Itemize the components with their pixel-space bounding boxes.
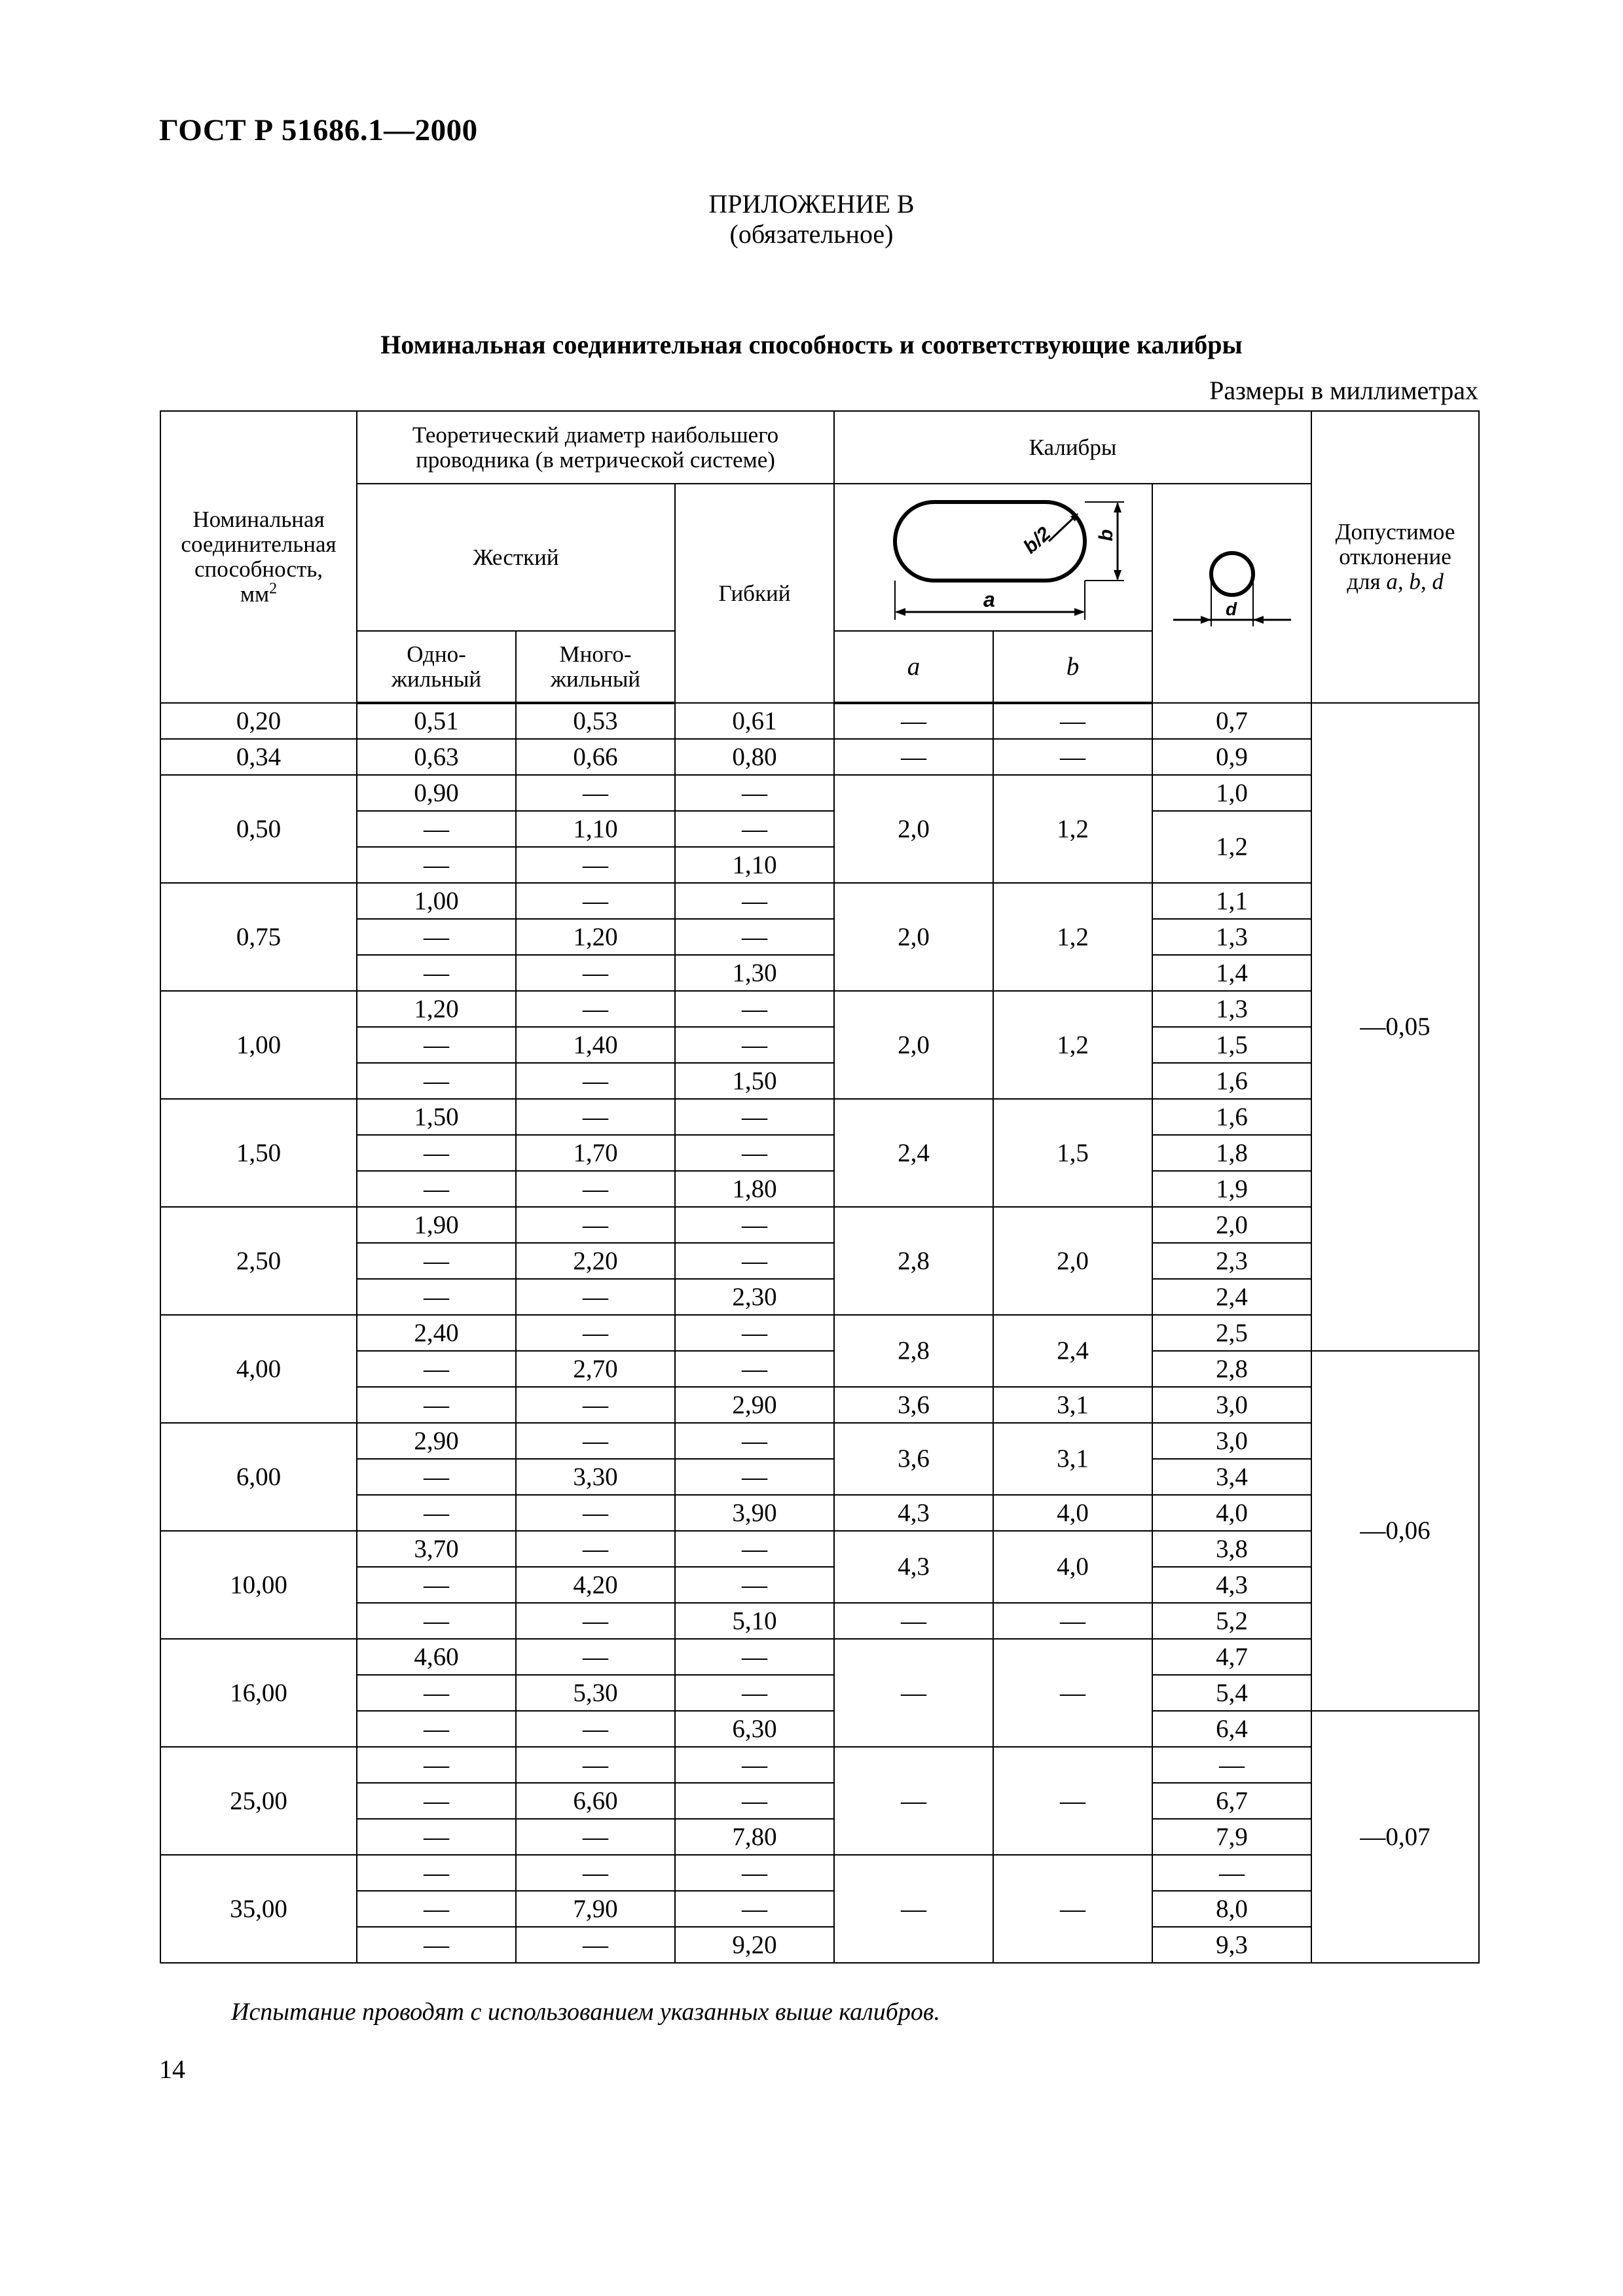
cell-multi-core: —: [516, 1423, 675, 1459]
cell-gauge-d: 1,5: [1152, 1027, 1311, 1063]
cell-gauge-a: 2,0: [834, 991, 993, 1099]
cell-gauge-a: —: [834, 1603, 993, 1639]
cell-multi-core: —: [516, 1171, 675, 1207]
cell-gauge-b: 4,0: [993, 1531, 1152, 1603]
header-nominal: Номинальная соединительная способность, $мм^2$: [160, 411, 357, 703]
cell-nominal: 10,00: [160, 1531, 357, 1639]
cell-single-core: —: [357, 1351, 516, 1387]
table-row: [160, 1315, 1479, 1351]
cell-single-core: 1,50: [357, 1099, 516, 1135]
cell-single-core: 1,20: [357, 991, 516, 1027]
cell-nominal: 0,20: [160, 703, 357, 739]
cell-multi-core: 1,40: [516, 1027, 675, 1063]
cell-gauge-b: 1,5: [993, 1099, 1152, 1207]
cell-single-core: —: [357, 1567, 516, 1603]
round-gauge-diagram: [1167, 538, 1298, 643]
table-row: [160, 1423, 1479, 1459]
cell-gauge-b: 1,2: [993, 883, 1152, 991]
cell-flexible: —: [675, 1207, 834, 1243]
cell-gauge-d: 3,8: [1152, 1531, 1311, 1567]
cell-nominal: 1,00: [160, 991, 357, 1099]
cell-gauge-a: —: [834, 1639, 993, 1747]
cell-flexible: —: [675, 1135, 834, 1171]
cell-single-core: 1,00: [357, 883, 516, 919]
cell-single-core: 0,90: [357, 775, 516, 811]
annex-type: (обязательное): [729, 219, 894, 249]
cell-single-core: —: [357, 1135, 516, 1171]
cell-multi-core: 5,30: [516, 1675, 675, 1711]
table-row: [160, 1819, 1479, 1855]
cell-multi-core: —: [516, 1531, 675, 1567]
cell-flexible: —: [675, 1315, 834, 1351]
gauge-table: [160, 410, 1480, 1964]
cell-gauge-b: 3,1: [993, 1387, 1152, 1423]
cell-gauge-b: 2,0: [993, 1207, 1152, 1315]
cell-multi-core: 3,30: [516, 1459, 675, 1495]
cell-nominal: 4,00: [160, 1315, 357, 1423]
cell-single-core: —: [357, 1171, 516, 1207]
cell-single-core: —: [357, 955, 516, 991]
cell-flexible: 0,61: [675, 703, 834, 739]
cell-single-core: —: [357, 1819, 516, 1855]
table-row: [160, 775, 1479, 811]
cell-single-core: —: [357, 811, 516, 847]
cell-single-core: —: [357, 1243, 516, 1279]
header-flexible: Гибкий: [675, 484, 834, 703]
cell-single-core: —: [357, 1747, 516, 1783]
cell-flexible: 1,10: [675, 847, 834, 883]
cell-gauge-b: —: [993, 1639, 1152, 1747]
table-row: [160, 1783, 1479, 1819]
cell-multi-core: —: [516, 1747, 675, 1783]
cell-gauge-d: 3,0: [1152, 1423, 1311, 1459]
cell-single-core: —: [357, 1855, 516, 1891]
cell-single-core: 2,40: [357, 1315, 516, 1351]
cell-gauge-d: 8,0: [1152, 1891, 1311, 1927]
cell-gauge-b: —: [993, 1855, 1152, 1963]
cell-gauge-d: 2,3: [1152, 1243, 1311, 1279]
cell-gauge-d: 5,2: [1152, 1603, 1311, 1639]
cell-flexible: —: [675, 1531, 834, 1567]
cell-flexible: —: [675, 811, 834, 847]
cell-gauge-d: 1,2: [1152, 811, 1311, 883]
cell-multi-core: —: [516, 1387, 675, 1423]
cell-flexible: —: [675, 991, 834, 1027]
cell-flexible: —: [675, 919, 834, 955]
cell-multi-core: —: [516, 775, 675, 811]
cell-flexible: —: [675, 1351, 834, 1387]
header-a: a: [834, 631, 993, 703]
cell-flexible: —: [675, 1243, 834, 1279]
cell-gauge-a: 2,8: [834, 1207, 993, 1315]
cell-flexible: 6,30: [675, 1711, 834, 1747]
table-row: [160, 1279, 1479, 1315]
table-row: [160, 1027, 1479, 1063]
cell-gauge-d: 4,3: [1152, 1567, 1311, 1603]
cell-single-core: —: [357, 847, 516, 883]
table-row: [160, 1711, 1479, 1747]
cell-gauge-d: 0,7: [1152, 703, 1311, 739]
cell-single-core: 3,70: [357, 1531, 516, 1567]
cell-single-core: 0,63: [357, 739, 516, 775]
header-b: b: [993, 631, 1152, 703]
units-caption: Размеры в миллиметрах: [1209, 376, 1478, 405]
cell-multi-core: —: [516, 1855, 675, 1891]
cell-gauge-d: 9,3: [1152, 1927, 1311, 1963]
cell-gauge-b: —: [993, 1747, 1152, 1855]
cell-multi-core: —: [516, 1711, 675, 1747]
cell-gauge-a: —: [834, 1747, 993, 1855]
cell-nominal: 0,50: [160, 775, 357, 883]
cell-gauge-b: —: [993, 739, 1152, 775]
cell-single-core: —: [357, 1711, 516, 1747]
header-gauges: Калибры: [834, 411, 1311, 484]
cell-nominal: 16,00: [160, 1639, 357, 1747]
cell-gauge-b: 3,1: [993, 1423, 1152, 1495]
cell-flexible: 3,90: [675, 1495, 834, 1531]
cell-flexible: 1,30: [675, 955, 834, 991]
cell-multi-core: —: [516, 1207, 675, 1243]
cell-gauge-d: 1,6: [1152, 1099, 1311, 1135]
cell-multi-core: —: [516, 1819, 675, 1855]
cell-multi-core: —: [516, 1927, 675, 1963]
cell-gauge-d: 6,7: [1152, 1783, 1311, 1819]
table-row: [160, 1063, 1479, 1099]
table-row: [160, 1855, 1479, 1891]
cell-gauge-a: 2,0: [834, 883, 993, 991]
cell-single-core: —: [357, 1783, 516, 1819]
table-row: [160, 1387, 1479, 1423]
cell-gauge-d: 1,1: [1152, 883, 1311, 919]
cell-nominal: 1,50: [160, 1099, 357, 1207]
cell-gauge-d: 0,9: [1152, 739, 1311, 775]
cell-gauge-a: 4,3: [834, 1531, 993, 1603]
cell-gauge-d: 4,0: [1152, 1495, 1311, 1531]
cell-multi-core: 2,70: [516, 1351, 675, 1387]
cell-multi-core: —: [516, 1279, 675, 1315]
cell-flexible: 2,30: [675, 1279, 834, 1315]
table-row: [160, 1639, 1479, 1675]
cell-gauge-a: 2,8: [834, 1315, 993, 1387]
table-row: [160, 1459, 1479, 1495]
slot-gauge-figure: [834, 484, 1152, 631]
cell-gauge-a: 3,6: [834, 1387, 993, 1423]
cell-flexible: —: [675, 775, 834, 811]
cell-flexible: —: [675, 1855, 834, 1891]
cell-flexible: —: [675, 1027, 834, 1063]
svg-text:d: d: [1225, 598, 1237, 619]
table-row: [160, 811, 1479, 847]
cell-single-core: 4,60: [357, 1639, 516, 1675]
cell-single-core: —: [357, 1063, 516, 1099]
table-row: [160, 991, 1479, 1027]
cell-flexible: —: [675, 1423, 834, 1459]
cell-gauge-a: —: [834, 739, 993, 775]
cell-multi-core: —: [516, 991, 675, 1027]
footnote: Испытание проводят с использованием указанных выше калибров.: [231, 1998, 940, 2026]
cell-multi-core: —: [516, 1315, 675, 1351]
cell-single-core: 1,90: [357, 1207, 516, 1243]
cell-single-core: —: [357, 1279, 516, 1315]
cell-tolerance: —0,05: [1311, 703, 1479, 1351]
cell-flexible: 0,80: [675, 739, 834, 775]
cell-flexible: —: [675, 1675, 834, 1711]
table-row: [160, 1603, 1479, 1639]
cell-gauge-d: 2,8: [1152, 1351, 1311, 1387]
table-row: [160, 1351, 1479, 1387]
cell-gauge-d: 2,5: [1152, 1315, 1311, 1351]
table-title: Номинальная соединительная способность и соответствующие калибры: [380, 330, 1243, 359]
cell-single-core: —: [357, 1891, 516, 1927]
cell-multi-core: 1,70: [516, 1135, 675, 1171]
cell-gauge-d: 6,4: [1152, 1711, 1311, 1747]
cell-nominal: 0,75: [160, 883, 357, 991]
cell-multi-core: 1,10: [516, 811, 675, 847]
cell-multi-core: —: [516, 1063, 675, 1099]
cell-nominal: 2,50: [160, 1207, 357, 1315]
cell-gauge-b: —: [993, 1603, 1152, 1639]
cell-gauge-d: 1,9: [1152, 1171, 1311, 1207]
table-row: [160, 703, 1479, 739]
cell-single-core: —: [357, 1927, 516, 1963]
slot-gauge-diagram: [849, 489, 1137, 620]
table-row: [160, 739, 1479, 775]
cell-gauge-d: 2,4: [1152, 1279, 1311, 1315]
svg-text:b: b: [1095, 529, 1117, 541]
cell-flexible: —: [675, 1783, 834, 1819]
table-row: [160, 1099, 1479, 1135]
cell-gauge-d: —: [1152, 1747, 1311, 1783]
cell-multi-core: 0,53: [516, 703, 675, 739]
cell-gauge-a: 2,4: [834, 1099, 993, 1207]
header-tolerance: Допустимое отклонение для a, b, d: [1311, 411, 1479, 703]
table-row: [160, 1171, 1479, 1207]
cell-single-core: 2,90: [357, 1423, 516, 1459]
table-row: [160, 1135, 1479, 1171]
cell-gauge-a: —: [834, 703, 993, 739]
cell-multi-core: 1,20: [516, 919, 675, 955]
cell-gauge-d: 5,4: [1152, 1675, 1311, 1711]
cell-flexible: —: [675, 883, 834, 919]
table-row: [160, 955, 1479, 991]
cell-multi-core: 0,66: [516, 739, 675, 775]
cell-gauge-b: 2,4: [993, 1315, 1152, 1387]
table-row: [160, 1495, 1479, 1531]
cell-gauge-d: 1,8: [1152, 1135, 1311, 1171]
header-diameter: Теоретический диаметр наибольшего проводника (в метрической системе): [357, 411, 834, 484]
cell-gauge-d: 1,3: [1152, 991, 1311, 1027]
cell-flexible: 1,50: [675, 1063, 834, 1099]
cell-gauge-d: 4,7: [1152, 1639, 1311, 1675]
cell-multi-core: 4,20: [516, 1567, 675, 1603]
cell-gauge-d: 1,6: [1152, 1063, 1311, 1099]
cell-flexible: —: [675, 1639, 834, 1675]
cell-flexible: 5,10: [675, 1603, 834, 1639]
cell-multi-core: —: [516, 1603, 675, 1639]
cell-single-core: 0,51: [357, 703, 516, 739]
cell-tolerance: —0,07: [1311, 1711, 1479, 1963]
annex-heading: ПРИЛОЖЕНИЕ В: [708, 189, 915, 219]
cell-flexible: 9,20: [675, 1927, 834, 1963]
cell-multi-core: —: [516, 1099, 675, 1135]
table-row: [160, 1531, 1479, 1567]
table-row: [160, 883, 1479, 919]
cell-single-core: —: [357, 1459, 516, 1495]
header-single-core: Одно- жильный: [357, 631, 516, 703]
cell-nominal: 35,00: [160, 1855, 357, 1963]
cell-single-core: —: [357, 1603, 516, 1639]
round-gauge-figure: [1152, 484, 1311, 703]
table-row: [160, 1243, 1479, 1279]
cell-nominal: 25,00: [160, 1747, 357, 1855]
cell-multi-core: —: [516, 883, 675, 919]
table-row: [160, 1891, 1479, 1927]
cell-multi-core: 7,90: [516, 1891, 675, 1927]
cell-tolerance: —0,06: [1311, 1351, 1479, 1711]
cell-flexible: —: [675, 1891, 834, 1927]
table-row: [160, 1567, 1479, 1603]
cell-multi-core: —: [516, 955, 675, 991]
cell-multi-core: —: [516, 1495, 675, 1531]
cell-flexible: —: [675, 1567, 834, 1603]
cell-gauge-d: 1,4: [1152, 955, 1311, 991]
cell-flexible: —: [675, 1747, 834, 1783]
cell-gauge-a: 3,6: [834, 1423, 993, 1495]
cell-nominal: 0,34: [160, 739, 357, 775]
cell-gauge-b: 1,2: [993, 775, 1152, 883]
cell-multi-core: —: [516, 1639, 675, 1675]
cell-flexible: 1,80: [675, 1171, 834, 1207]
cell-nominal: 6,00: [160, 1423, 357, 1531]
cell-gauge-b: 4,0: [993, 1495, 1152, 1531]
cell-single-core: —: [357, 1387, 516, 1423]
table-row: [160, 1747, 1479, 1783]
cell-single-core: —: [357, 1495, 516, 1531]
page-number: 14: [159, 2054, 185, 2084]
cell-gauge-d: 1,0: [1152, 775, 1311, 811]
cell-flexible: 7,80: [675, 1819, 834, 1855]
cell-multi-core: 6,60: [516, 1783, 675, 1819]
document-code: ГОСТ Р 51686.1—2000: [159, 113, 478, 147]
svg-text:b/2: b/2: [1019, 522, 1055, 558]
cell-gauge-d: 3,0: [1152, 1387, 1311, 1423]
table-row: [160, 1927, 1479, 1963]
cell-flexible: —: [675, 1459, 834, 1495]
cell-gauge-b: —: [993, 703, 1152, 739]
cell-multi-core: 2,20: [516, 1243, 675, 1279]
cell-gauge-d: 2,0: [1152, 1207, 1311, 1243]
cell-flexible: 2,90: [675, 1387, 834, 1423]
svg-text:a: a: [983, 587, 995, 611]
cell-single-core: —: [357, 1675, 516, 1711]
header-rigid: Жесткий: [357, 484, 675, 631]
cell-single-core: —: [357, 919, 516, 955]
cell-gauge-a: 4,3: [834, 1495, 993, 1531]
table-row: [160, 919, 1479, 955]
cell-multi-core: —: [516, 847, 675, 883]
header-multi-core: Много- жильный: [516, 631, 675, 703]
cell-gauge-d: 1,3: [1152, 919, 1311, 955]
cell-gauge-d: 7,9: [1152, 1819, 1311, 1855]
cell-gauge-a: 2,0: [834, 775, 993, 883]
table-row: [160, 1675, 1479, 1711]
cell-gauge-d: —: [1152, 1855, 1311, 1891]
cell-single-core: —: [357, 1027, 516, 1063]
table-row: [160, 1207, 1479, 1243]
cell-gauge-d: 3,4: [1152, 1459, 1311, 1495]
cell-gauge-b: 1,2: [993, 991, 1152, 1099]
cell-gauge-a: —: [834, 1855, 993, 1963]
cell-flexible: —: [675, 1099, 834, 1135]
